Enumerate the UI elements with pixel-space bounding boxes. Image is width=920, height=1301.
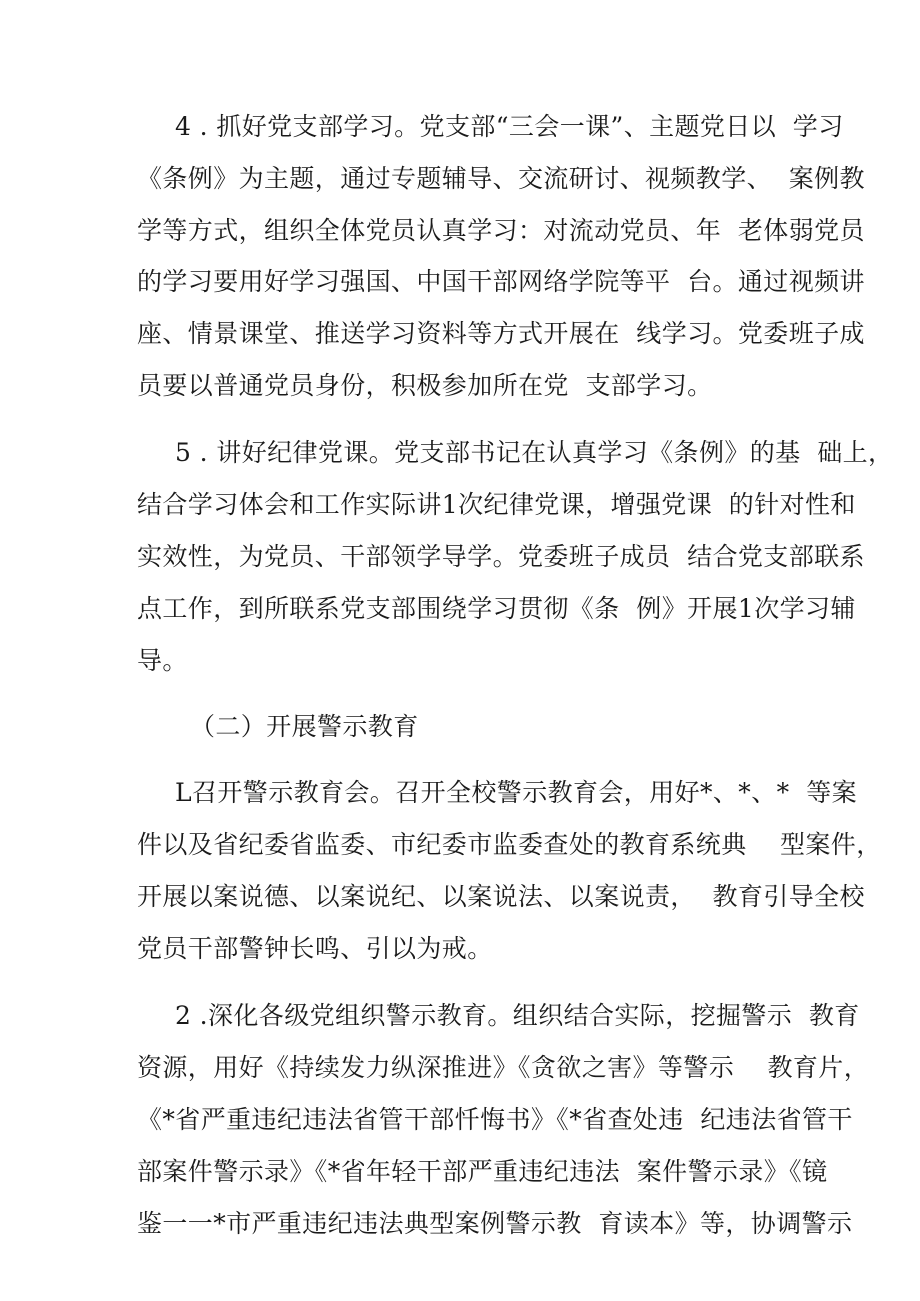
paragraph-4-line-1: 4 . 抓好党支部学习。党支部“三会一课”、主题党日以 学习 [175,112,844,141]
paragraph-1-line-4: 党员干部警钟长鸣、引以为戒。 [137,934,493,963]
paragraph-2-line-5: 鉴一一*市严重违纪违法典型案例警示教 育读本》等，协调警示 [137,1209,853,1238]
paragraph-4-line-4: 的学习要用好学习强国、中国干部网络学院等平 台。通过视频讲 [137,267,865,296]
paragraph-5-line-4: 点工作，到所联系党支部围绕学习贯彻《条 例》开展1次学习辅 [137,594,856,623]
paragraph-5-line-5: 导。 [137,646,188,675]
paragraph-1-line-3: 开展以案说德、以案说纪、以案说法、以案说责， 教育引导全校 [137,882,865,911]
paragraph-2-line-3: 《*省严重违纪违法省管干部忏悔书》《*省查处违 纪违法省管干 [137,1105,853,1134]
paragraph-2-line-4: 部案件警示录》《*省年轻干部严重违纪违法 案件警示录》《镜 [137,1157,828,1186]
paragraph-4-line-5: 座、情景课堂、推送学习资料等方式开展在 线学习。党委班子成 [137,319,865,348]
paragraph-1-line-1: L召开警示教育会。召开全校警示教育会，用好*、*、* 等案 [175,778,857,807]
paragraph-4-line-6: 员要以普通党员身份，积极参加所在党 支部学习。 [137,371,713,400]
paragraph-2-line-1: 2 .深化各级党组织警示教育。组织结合实际，挖掘警示 教育 [175,1001,860,1030]
paragraph-4-line-2: 《条例》为主题，通过专题辅导、交流研讨、视频教学、 案例教 [137,164,865,193]
paragraph-5-line-2: 结合学习体会和工作实际讲1次纪律党课，增强党课 的针对性和 [137,490,856,519]
paragraph-4-line-3: 学等方式，组织全体党员认真学习：对流动党员、年 老体弱党员 [137,216,865,245]
section-heading: （二）开展警示教育 [190,712,419,741]
paragraph-5-line-3: 实效性，为党员、干部领学导学。党委班子成员 结合党支部联系 [137,542,865,571]
paragraph-5-line-1: 5 . 讲好纪律党课。党支部书记在认真学习《条例》的基 础上， [175,438,894,467]
paragraph-2-line-2: 资源，用好《持续发力纵深推进》《贪欲之害》等警示 教育片， [137,1053,870,1082]
paragraph-1-line-2: 件以及省纪委省监委、市纪委市监委查处的教育系统典 型案件， [137,830,882,859]
